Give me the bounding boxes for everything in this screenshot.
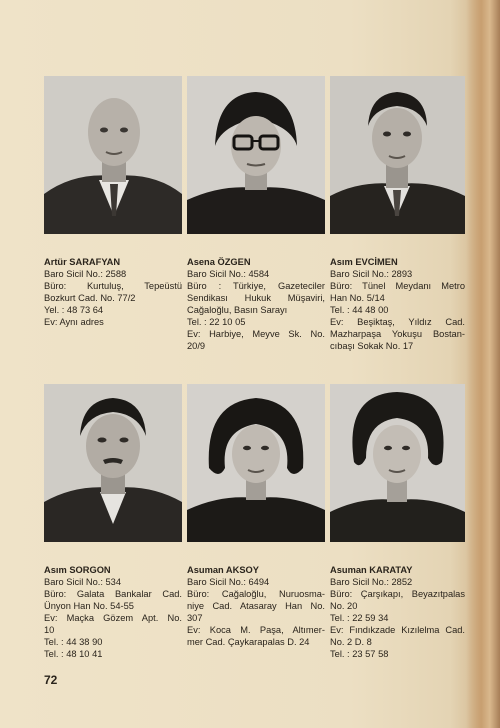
lawyer-entry-aksoy xyxy=(187,384,325,648)
registry-number: Baro Sicil No.: 4584 xyxy=(187,269,270,279)
portrait-woman-beehive-icon xyxy=(330,384,465,542)
portrait-photo xyxy=(44,76,182,234)
home-address: 20/9 xyxy=(187,341,206,351)
book-gutter xyxy=(466,0,500,728)
lawyer-entry-sarafyan xyxy=(44,76,182,328)
portrait-photo xyxy=(330,384,465,542)
phone-number: Tel. : 23 57 58 xyxy=(330,649,389,659)
lawyer-entry-evcimen xyxy=(330,76,465,352)
portrait-photo xyxy=(44,384,182,542)
portrait-young-man-icon xyxy=(330,76,465,234)
portrait-photo xyxy=(330,76,465,234)
office-address: Büro: Kurtuluş, Tepeüstü xyxy=(44,281,182,291)
office-address: niye Cad. Atasaray Han No. xyxy=(187,601,325,611)
office-address: 307 xyxy=(187,613,203,623)
page-number: 72 xyxy=(44,673,58,687)
lawyer-name: Asena ÖZGEN xyxy=(187,257,251,267)
registry-number: Baro Sicil No.: 2893 xyxy=(330,269,413,279)
home-address: Ev: Koca M. Paşa, Altımer- xyxy=(187,625,325,635)
portrait-photo xyxy=(187,384,325,542)
lawyer-entry-sorgon xyxy=(44,384,182,660)
registry-number: Baro Sicil No.: 2852 xyxy=(330,577,413,587)
lawyer-name: Asuman AKSOY xyxy=(187,565,259,575)
home-address: No. 2 D. 8 xyxy=(330,637,372,647)
home-address: Ev: Harbiye, Meyve Sk. No. xyxy=(187,329,325,339)
registry-number: Baro Sicil No.: 534 xyxy=(44,577,121,587)
office-address: Bozkurt Cad. No. 77/2 xyxy=(44,293,136,303)
lawyer-name: Artür SARAFYAN xyxy=(44,257,121,267)
home-address: 10 xyxy=(44,625,55,635)
phone-number: Tel. : 48 10 41 xyxy=(44,649,103,659)
home-address: mer Cad. Çaykarapalas D. 24 xyxy=(187,637,310,647)
home-address: Mazharpaşa Yokuşu Bostan- xyxy=(330,329,465,339)
home-address: Ev: Aynı adres xyxy=(44,317,104,327)
portrait-photo xyxy=(187,76,325,234)
registry-number: Baro Sicil No.: 6494 xyxy=(187,577,270,587)
office-address: Cağaloğlu, Basın Sarayı xyxy=(187,305,288,315)
phone-number: Tel. : 44 48 00 xyxy=(330,305,389,315)
home-address: Ev: Beşiktaş, Yıldız Cad. xyxy=(330,317,465,327)
office-address: Büro : Türkiye, Gazeteciler xyxy=(187,281,325,291)
portrait-woman-glasses-icon xyxy=(187,76,325,234)
portrait-woman-bouffant-icon xyxy=(187,384,325,542)
phone-number: Yel. : 48 73 64 xyxy=(44,305,104,315)
phone-number: Tel. : 22 10 05 xyxy=(187,317,246,327)
lawyer-name: Asuman KARATAY xyxy=(330,565,413,575)
home-address: Ev: Fındıkzade Kızılelma Cad. xyxy=(330,625,465,635)
home-address: Ev: Maçka Gözem Apt. No. xyxy=(44,613,182,623)
office-address: Büro: Tünel Meydanı Metro xyxy=(330,281,465,291)
phone-number: Tel. : 22 59 34 xyxy=(330,613,389,623)
lawyer-name: Asım SORGON xyxy=(44,565,111,575)
portrait-man-mustache-icon xyxy=(44,384,182,542)
lawyer-entry-karatay xyxy=(330,384,465,660)
office-address: Ünyon Han No. 54-55 xyxy=(44,601,134,611)
lawyer-entry-ozgen xyxy=(187,76,325,352)
office-address: Han No. 5/14 xyxy=(330,293,385,303)
registry-number: Baro Sicil No.: 2588 xyxy=(44,269,127,279)
home-address: cıbaşı Sokak No. 17 xyxy=(330,341,414,351)
office-address: Sendikası Hukuk Müşaviri, xyxy=(187,293,325,303)
office-address: Büro: Cağaloğlu, Nuruosma- xyxy=(187,589,325,599)
office-address: Büro: Çarşıkapı, Beyazıtpalas xyxy=(330,589,465,599)
lawyer-name: Asım EVCİMEN xyxy=(330,257,398,267)
office-address: No. 20 xyxy=(330,601,358,611)
portrait-man-bald-icon xyxy=(44,76,182,234)
office-address: Büro: Galata Bankalar Cad. xyxy=(44,589,182,599)
phone-number: Tel. : 44 38 90 xyxy=(44,637,103,647)
